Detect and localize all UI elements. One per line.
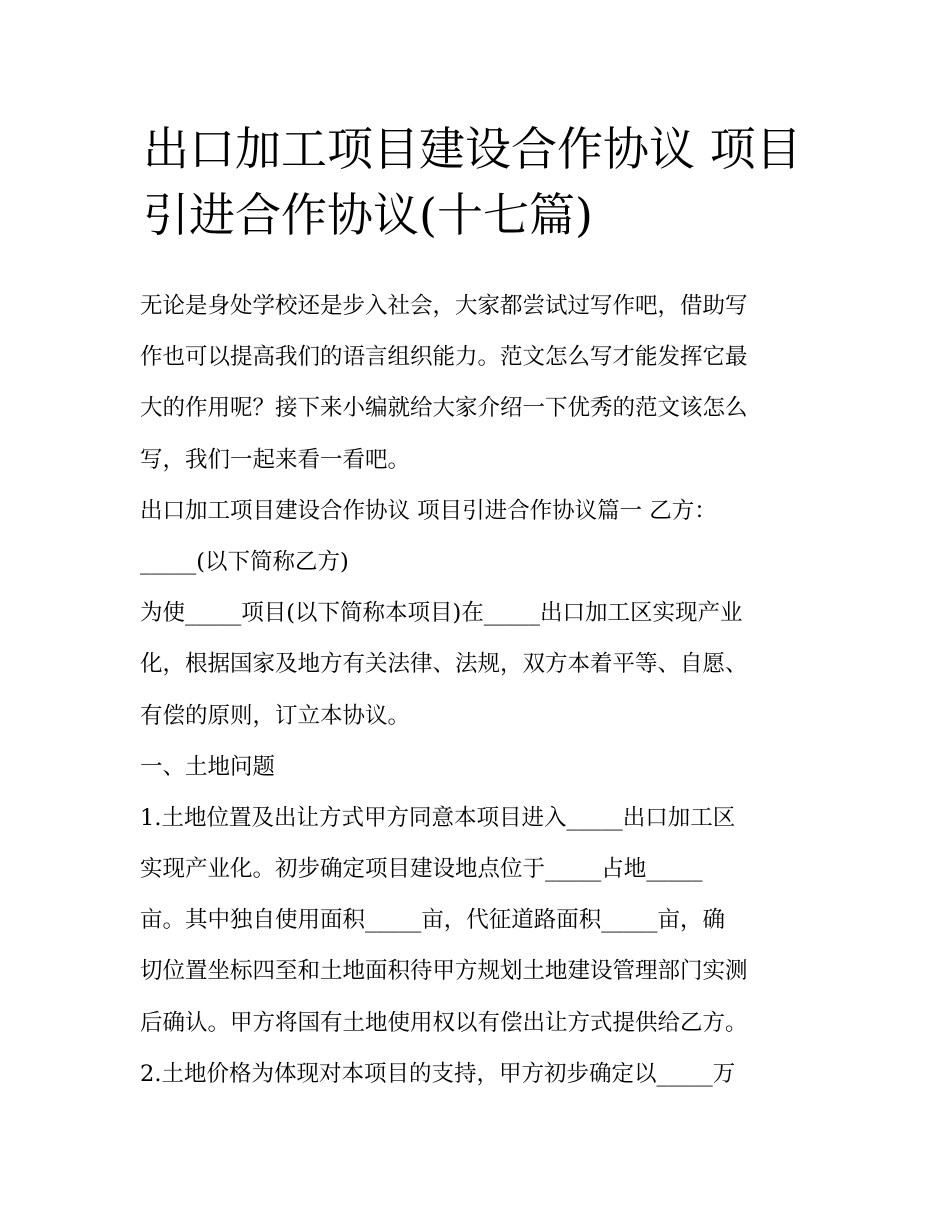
body-line: 无论是身处学校还是步入社会，大家都尝试过写作吧，借助写 [140,293,748,319]
document-title: 出口加工项目建设合作协议 项目引进合作协议(十七篇) [143,122,802,242]
body-line: 作也可以提高我们的语言组织能力。范文怎么写才能发挥它最 [140,344,748,371]
body-line: 大的作用呢？接下来小编就给大家介绍一下优秀的范文该怎么 [140,395,748,422]
body-line: 后确认。甲方将国有土地使用权以有偿出让方式提供给乙方。 [140,1009,748,1036]
body-line: 写，我们一起来看一看吧。 [140,446,411,473]
body-line: 出口加工项目建设合作协议 项目引进合作协议篇一 乙方： [140,497,717,524]
body-line: 1.土地位置及出让方式甲方同意本项目进入_____出口加工区 [140,804,736,831]
body-line: _____(以下简称乙方) [140,548,349,575]
body-line: 化，根据国家及地方有关法律、法规，双方本着平等、自愿、 [140,651,748,678]
body-line: 亩。其中独自使用面积_____亩，代征道路面积_____亩，确 [140,907,726,934]
document-body [140,281,830,1100]
body-line: 实现产业化。初步确定项目建设地点位于_____占地_____ [140,856,703,883]
body-line: 2.土地价格为体现对本项目的支持，甲方初步确定以_____万 [140,1060,736,1087]
body-line: 切位置坐标四至和土地面积待甲方规划土地建设管理部门实测 [140,958,748,985]
section-heading: 一、土地问题 [140,753,276,780]
body-line: 有偿的原则，订立本协议。 [140,702,411,729]
body-line: 为使_____项目(以下简称本项目)在_____出口加工区实现产业 [140,600,743,627]
